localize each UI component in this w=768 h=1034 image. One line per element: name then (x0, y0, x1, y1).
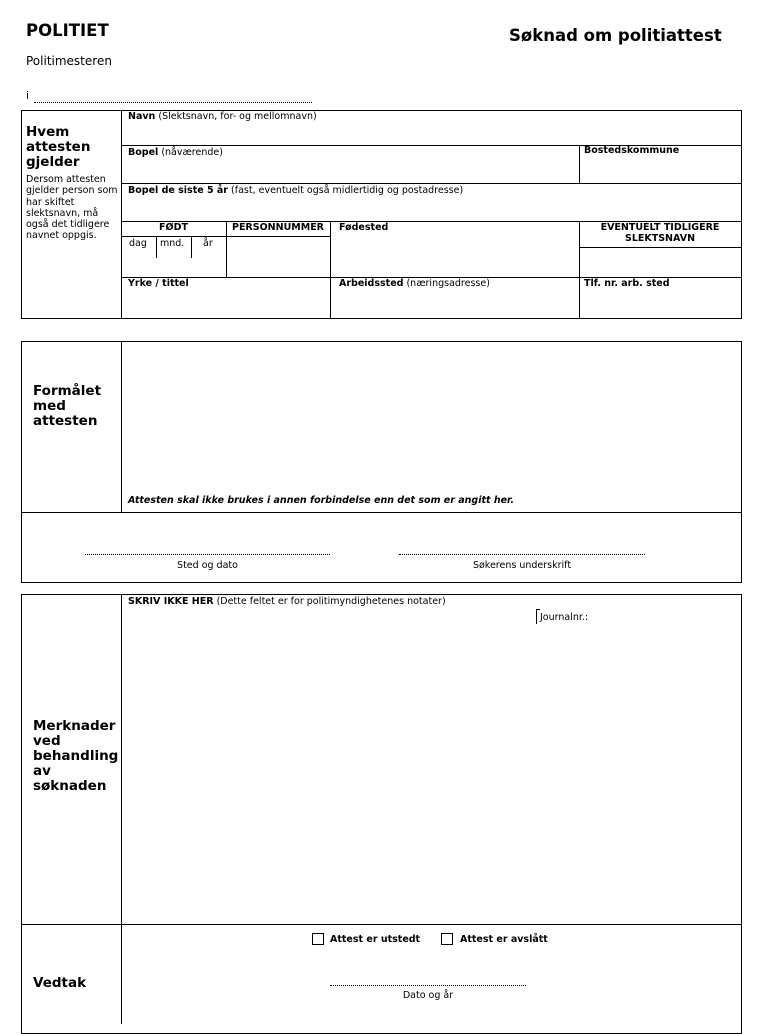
work-phone-field-label: Tlf. nr. arb. sted (584, 278, 670, 289)
personal-number-header: PERSONNUMMER (231, 222, 324, 233)
section-purpose-label: Formålet med attesten (33, 383, 102, 429)
rejected-label: Attest er avslått (460, 934, 548, 945)
decision-date-field[interactable] (330, 985, 526, 986)
section-decision-label: Vedtak (33, 975, 87, 991)
police-chief-label: Politimesteren (26, 54, 112, 68)
month-label: mnd. (160, 238, 185, 249)
name-field-label: Navn (Slektsnavn, for- og mellomnavn) (128, 111, 317, 122)
place-prefix: i (26, 89, 30, 102)
do-not-write-label: SKRIV IKKE HER (Dette feltet er for politimyndighetenes notater) (128, 596, 446, 607)
place-date-field[interactable] (85, 554, 330, 555)
workplace-field-label: Arbeidssted (næringsadresse) (339, 278, 490, 289)
section-person-label: Hvem attesten gjelder (26, 124, 91, 170)
decision-date-label: Dato og år (402, 990, 454, 1001)
place-date-label: Sted og dato (177, 560, 238, 571)
signature-label: Søkerens underskrift (472, 560, 572, 571)
previous-surname-header: EVENTUELT TIDLIGERE SLEKTSNAVN (600, 222, 720, 244)
agency-name: POLITIET (26, 21, 109, 40)
year-label: år (203, 238, 213, 249)
municipality-field-label: Bostedskommune (584, 145, 680, 156)
usage-warning: Attesten skal ikke brukes i annen forbindelse enn det som er angitt her. (128, 495, 514, 506)
signature-field[interactable] (399, 554, 645, 555)
rejected-checkbox[interactable] (441, 933, 453, 945)
issued-checkbox[interactable] (312, 933, 324, 945)
journal-number-label: Journalnr.: (540, 612, 589, 623)
place-field[interactable] (34, 102, 312, 103)
born-header: FØDT (159, 222, 188, 233)
address-field-label: Bopel (nåværende) (128, 147, 223, 158)
occupation-field-label: Yrke / tittel (128, 278, 189, 289)
birthplace-field-label: Fødested (339, 222, 389, 233)
section-purpose (21, 341, 742, 583)
issued-label: Attest er utstedt (330, 934, 421, 945)
section-remarks-label: Merknader ved behandling av søknaden (33, 718, 119, 794)
document-title: Søknad om politiattest (509, 26, 722, 45)
name-change-note: Dersom attesten gjelder person som har skiftet slektsnavn, må også det tidligere navnet oppgis. (26, 174, 118, 242)
section-remarks (21, 594, 742, 1034)
address-5yrs-field-label: Bopel de siste 5 år (fast, eventuelt også midlertidig og postadresse) (128, 185, 464, 196)
day-label: dag (129, 238, 147, 249)
